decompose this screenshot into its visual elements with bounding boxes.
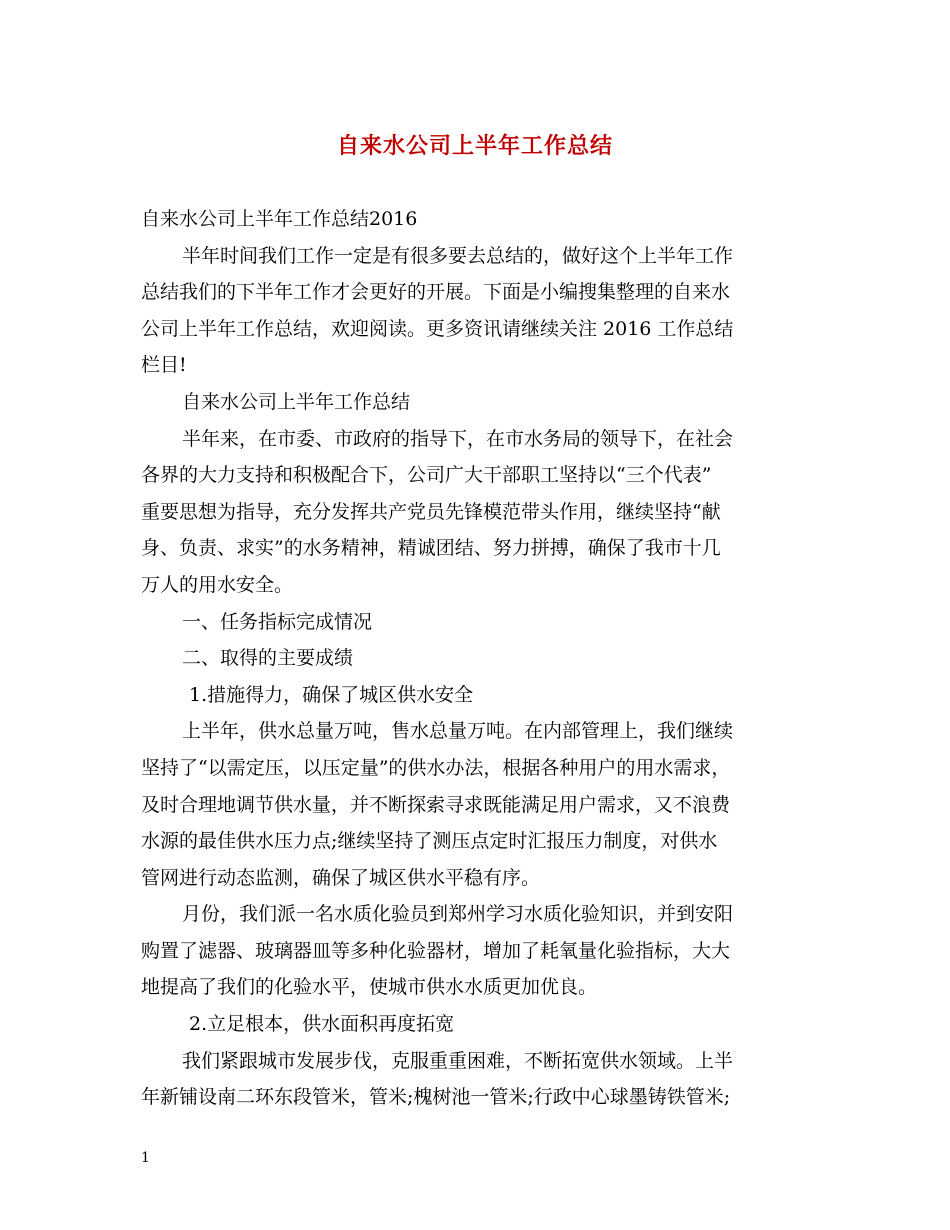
paragraph-line: 年新铺设南二环东段管米，管米;槐树池一管米;行政中心球墨铸铁管米; — [141, 1086, 731, 1109]
document-title: 自来水公司上半年工作总结 — [336, 134, 613, 159]
paragraph-line: 及时合理地调节供水量，并不断探索寻求既能满足用户需求，又不浪费 — [141, 793, 731, 816]
paragraph-line: 购置了滤器、玻璃器皿等多种化验器材，增加了耗氧量化验指标，大大 — [141, 939, 731, 962]
paragraph-line: 总结我们的下半年工作才会更好的开展。下面是小编搜集整理的自来水 — [141, 281, 731, 304]
section-heading: 二、取得的主要成绩 — [182, 647, 354, 670]
subsection-heading: 2.立足根本，供水面积再度拓宽 — [189, 1013, 455, 1036]
subsection-heading: 1.措施得力，确保了城区供水安全 — [189, 683, 474, 706]
subtitle-line: 自来水公司上半年工作总结2016 — [141, 208, 418, 230]
paragraph-line: 栏目! — [141, 354, 187, 377]
paragraph-line: 半年时间我们工作一定是有很多要去总结的，做好这个上半年工作 — [182, 244, 734, 267]
paragraph-line: 管网进行动态监测，确保了城区供水平稳有序。 — [141, 866, 541, 889]
section-heading: 自来水公司上半年工作总结 — [182, 390, 411, 413]
paragraph-line: 月份，我们派一名水质化验员到郑州学习水质化验知识，并到安阳 — [182, 903, 734, 926]
paragraph-line: 坚持了“以需定压，以压定量”的供水办法，根据各种用户的用水需求， — [141, 756, 731, 779]
paragraph-line: 万人的用水安全。 — [141, 573, 294, 596]
section-heading: 一、任务指标完成情况 — [182, 610, 373, 633]
paragraph-line: 地提高了我们的化验水平，使城市供水水质更加优良。 — [141, 976, 598, 999]
paragraph-line: 重要思想为指导，充分发挥共产党员先锋模范带头作用，继续坚持“献 — [141, 500, 721, 523]
paragraph-line: 上半年，供水总量万吨，售水总量万吨。在内部管理上，我们继续 — [182, 720, 734, 743]
paragraph-line: 各界的大力支持和积极配合下，公司广大干部职工坚持以“三个代表” — [141, 464, 712, 487]
paragraph-line: 半年来，在市委、市政府的指导下，在市水务局的领导下，在社会 — [182, 427, 734, 450]
paragraph-line: 身、负责、求实”的水务精神，精诚团结、努力拼搏，确保了我市十几 — [141, 537, 721, 560]
paragraph-line: 我们紧跟城市发展步伐，克服重重困难，不断拓宽供水领域。上半 — [182, 1049, 734, 1072]
paragraph-line: 水源的最佳供水压力点;继续坚持了测压点定时汇报压力制度，对供水 — [141, 830, 718, 853]
page-number: 1 — [141, 1150, 150, 1166]
document-body — [141, 201, 813, 1116]
paragraph-line: 公司上半年工作总结，欢迎阅读。更多资讯请继续关注 2016 工作总结 — [141, 317, 734, 340]
